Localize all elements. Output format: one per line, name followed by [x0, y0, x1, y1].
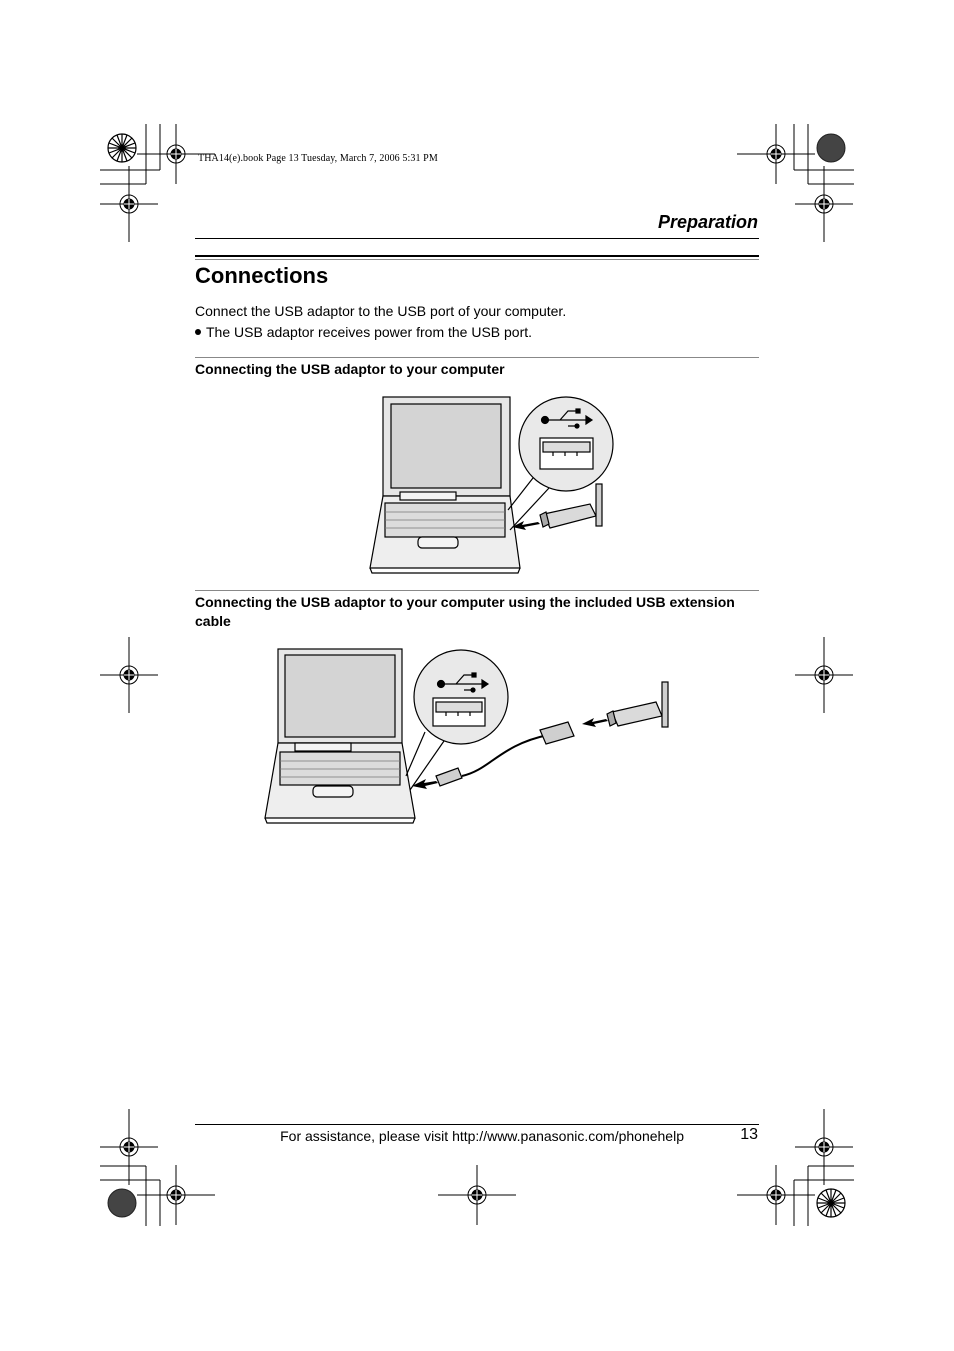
bullet-text: The USB adaptor receives power from the USB port. [206, 324, 533, 340]
subsection-1-heading: Connecting the USB adaptor to your computer [195, 361, 505, 377]
header-rule [195, 238, 759, 239]
section-label: Preparation [657, 212, 758, 232]
page-number: 13 [740, 1126, 758, 1143]
footer-rule [195, 1124, 759, 1125]
intro-text: Connect the USB adaptor to the USB port of your computer. [195, 303, 567, 319]
subsection-2-rule [195, 590, 759, 591]
print-line: THA14(e).book Page 13 Tuesday, March 7, 2006 5:31 PM [198, 153, 438, 164]
subsection-1-rule [195, 357, 759, 358]
title-rule-gray [195, 259, 759, 260]
title-rule-top [195, 255, 759, 257]
bullet-dot-icon [195, 329, 201, 335]
bullet-item [195, 324, 532, 340]
footer-assistance-text: For assistance, please visit http://www.panasonic.com/phonehelp [280, 1128, 684, 1144]
subsection-2-heading: Connecting the USB adaptor to your computer using the included USB extension cable [195, 594, 735, 629]
page-title: Connections [195, 263, 329, 288]
